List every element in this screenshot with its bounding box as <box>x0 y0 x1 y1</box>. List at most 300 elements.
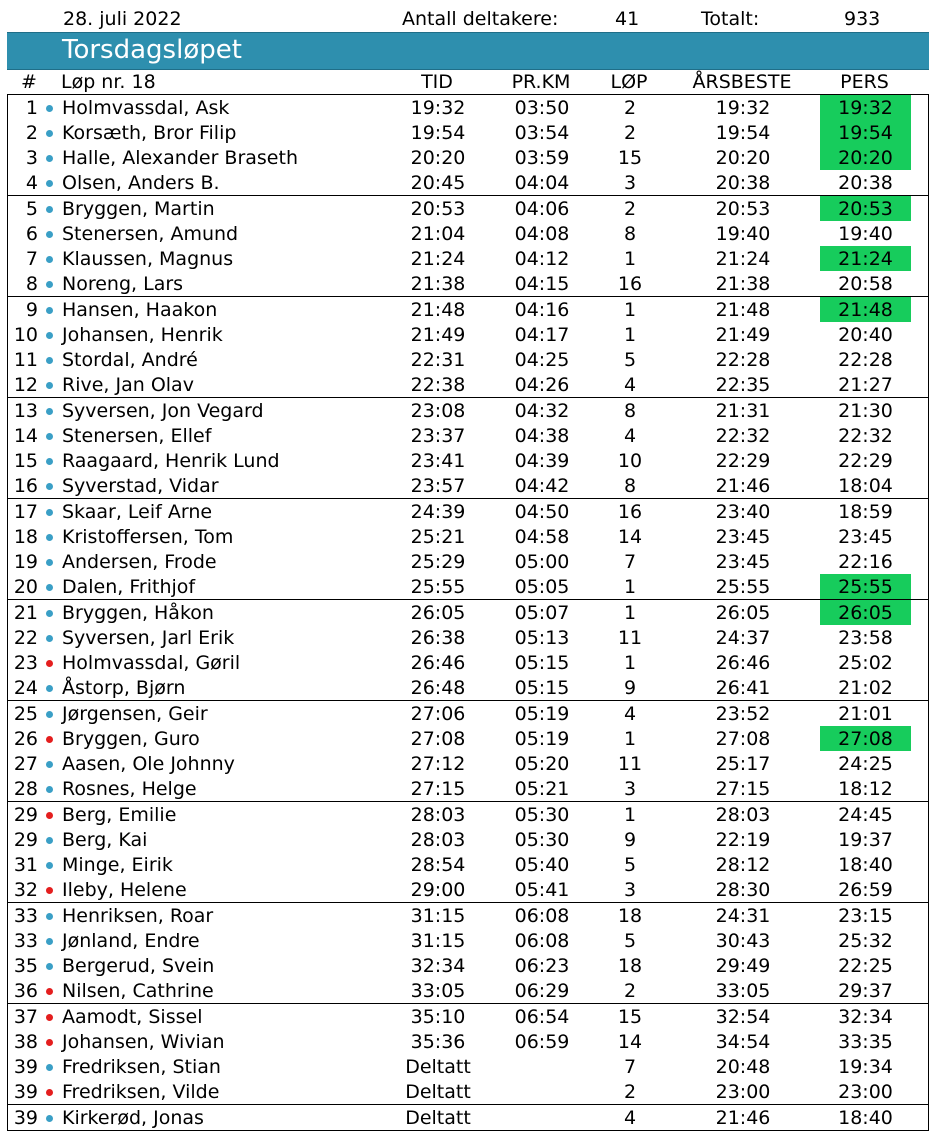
pb-cell: 20:58 <box>838 273 893 295</box>
place-cell: 13 <box>13 400 38 422</box>
name-cell: Rive, Jan Olav <box>62 374 194 396</box>
col-num-header: # <box>21 71 37 93</box>
races-cell: 2 <box>623 97 637 119</box>
races-cell: 14 <box>617 1031 643 1053</box>
results-table <box>7 94 929 1131</box>
table-row <box>8 928 928 953</box>
name-cell: Jønland, Endre <box>62 930 200 952</box>
pb-cell: 18:40 <box>838 1107 893 1129</box>
male-dot-icon <box>46 761 53 768</box>
table-row <box>8 1079 928 1104</box>
pace-cell: 04:26 <box>514 374 570 396</box>
time-cell: 24:39 <box>410 501 466 523</box>
table-row <box>8 1104 928 1130</box>
table-row <box>8 397 928 423</box>
pb-cell: 21:01 <box>838 703 893 725</box>
races-cell: 3 <box>623 172 637 194</box>
year-best-cell: 32:54 <box>715 1006 771 1028</box>
time-cell: 20:45 <box>410 172 466 194</box>
pace-cell: 04:06 <box>514 198 570 220</box>
time-cell: 27:15 <box>410 778 466 800</box>
pb-cell: 22:28 <box>838 349 893 371</box>
male-dot-icon <box>46 382 53 389</box>
place-cell: 24 <box>13 677 38 699</box>
name-cell: Fredriksen, Stian <box>62 1056 221 1078</box>
male-dot-icon <box>46 509 53 516</box>
place-cell: 31 <box>13 854 38 876</box>
year-best-cell: 23:52 <box>715 703 771 725</box>
male-dot-icon <box>46 281 53 288</box>
pace-cell: 04:42 <box>514 475 570 497</box>
pb-cell: 23:15 <box>838 905 893 927</box>
place-cell: 2 <box>25 122 38 144</box>
pb-cell: 19:32 <box>838 97 893 119</box>
time-cell: 21:24 <box>410 248 466 270</box>
male-dot-icon <box>46 837 53 844</box>
year-best-cell: 21:46 <box>715 1107 771 1129</box>
pace-cell: 04:25 <box>514 349 570 371</box>
time-cell: 27:08 <box>410 728 466 750</box>
name-cell: Stenersen, Ellef <box>62 425 212 447</box>
year-best-cell: 21:31 <box>715 400 771 422</box>
races-cell: 8 <box>623 475 637 497</box>
table-row <box>8 852 928 877</box>
year-best-cell: 19:40 <box>715 223 771 245</box>
pb-cell: 20:20 <box>838 147 893 169</box>
place-cell: 5 <box>25 198 38 220</box>
name-cell: Andersen, Frode <box>62 551 217 573</box>
place-cell: 36 <box>13 980 38 1002</box>
races-cell: 2 <box>623 122 637 144</box>
table-row <box>8 574 928 599</box>
table-row <box>8 145 928 170</box>
male-dot-icon <box>46 610 53 617</box>
name-cell: Stenersen, Amund <box>62 223 239 245</box>
male-dot-icon <box>46 711 53 718</box>
table-row <box>8 726 928 751</box>
races-cell: 3 <box>623 879 637 901</box>
pb-cell: 21:27 <box>838 374 893 396</box>
pace-cell: 04:04 <box>514 172 570 194</box>
year-best-cell: 20:20 <box>715 147 771 169</box>
year-best-cell: 19:32 <box>715 97 771 119</box>
time-cell: 28:03 <box>410 804 466 826</box>
male-dot-icon <box>46 483 53 490</box>
time-cell: Deltatt <box>405 1107 471 1129</box>
pace-cell: 05:19 <box>514 703 570 725</box>
table-row <box>8 498 928 524</box>
races-cell: 14 <box>617 526 643 548</box>
name-cell: Kirkerød, Jonas <box>62 1107 204 1129</box>
time-cell: 20:53 <box>410 198 466 220</box>
female-dot-icon <box>46 1014 53 1021</box>
place-cell: 26 <box>13 728 38 750</box>
place-cell: 25 <box>13 703 38 725</box>
races-cell: 16 <box>617 501 643 523</box>
races-cell: 5 <box>623 349 637 371</box>
races-cell: 1 <box>623 804 637 826</box>
time-cell: 21:49 <box>410 324 466 346</box>
year-best-cell: 23:45 <box>715 551 771 573</box>
time-cell: 23:37 <box>410 425 466 447</box>
year-best-cell: 28:12 <box>715 854 771 876</box>
pb-cell: 26:05 <box>838 602 893 624</box>
male-dot-icon <box>46 938 53 945</box>
pace-cell: 05:15 <box>514 652 570 674</box>
place-cell: 15 <box>13 450 38 472</box>
table-row <box>8 473 928 498</box>
year-best-cell: 21:46 <box>715 475 771 497</box>
name-cell: Skaar, Leif Arne <box>62 501 213 523</box>
pb-cell: 23:58 <box>838 627 893 649</box>
year-best-cell: 21:24 <box>715 248 771 270</box>
year-best-cell: 22:32 <box>715 425 771 447</box>
time-cell: 21:04 <box>410 223 466 245</box>
pace-cell: 05:13 <box>514 627 570 649</box>
name-cell: Halle, Alexander Braseth <box>62 147 298 169</box>
place-cell: 23 <box>13 652 38 674</box>
time-cell: 27:12 <box>410 753 466 775</box>
male-dot-icon <box>46 408 53 415</box>
pace-cell: 05:40 <box>514 854 570 876</box>
name-cell: Syversen, Jon Vegard <box>62 400 264 422</box>
name-cell: Bryggen, Martin <box>62 198 215 220</box>
year-best-cell: 23:40 <box>715 501 771 523</box>
year-best-cell: 22:29 <box>715 450 771 472</box>
pb-cell: 19:40 <box>838 223 893 245</box>
pace-cell: 04:15 <box>514 273 570 295</box>
place-cell: 8 <box>25 273 38 295</box>
male-dot-icon <box>46 584 53 591</box>
year-best-cell: 22:28 <box>715 349 771 371</box>
year-best-cell: 26:46 <box>715 652 771 674</box>
pace-cell: 04:39 <box>514 450 570 472</box>
name-cell: Syversen, Jarl Erik <box>62 627 235 649</box>
male-dot-icon <box>46 130 53 137</box>
male-dot-icon <box>46 1115 53 1122</box>
name-cell: Klaussen, Magnus <box>62 248 234 270</box>
races-cell: 9 <box>623 829 637 851</box>
female-dot-icon <box>46 736 53 743</box>
races-cell: 10 <box>617 450 643 472</box>
races-cell: 4 <box>623 425 637 447</box>
male-dot-icon <box>46 1064 53 1071</box>
name-cell: Berg, Kai <box>62 829 148 851</box>
col-pace-header: PR.KM <box>511 71 571 93</box>
pb-cell: 19:37 <box>838 829 893 851</box>
races-cell: 1 <box>623 324 637 346</box>
time-cell: 22:31 <box>410 349 466 371</box>
place-cell: 27 <box>13 753 38 775</box>
table-row <box>8 1029 928 1054</box>
table-row <box>8 372 928 397</box>
name-cell: Jørgensen, Geir <box>62 703 208 725</box>
table-row <box>8 827 928 852</box>
time-cell: 22:38 <box>410 374 466 396</box>
race-date: 28. juli 2022 <box>63 8 182 30</box>
pace-cell: 06:29 <box>514 980 570 1002</box>
pb-cell: 18:40 <box>838 854 893 876</box>
races-cell: 18 <box>617 905 643 927</box>
male-dot-icon <box>46 685 53 692</box>
pb-cell: 20:38 <box>838 172 893 194</box>
male-dot-icon <box>46 433 53 440</box>
table-row <box>8 524 928 549</box>
races-cell: 16 <box>617 273 643 295</box>
pb-cell: 20:53 <box>838 198 893 220</box>
place-cell: 39 <box>13 1081 38 1103</box>
column-header-row <box>7 70 929 94</box>
races-cell: 1 <box>623 576 637 598</box>
male-dot-icon <box>46 155 53 162</box>
place-cell: 12 <box>13 374 38 396</box>
male-dot-icon <box>46 458 53 465</box>
pb-cell: 22:32 <box>838 425 893 447</box>
year-best-cell: 23:00 <box>715 1081 771 1103</box>
col-time-header: TID <box>421 71 453 93</box>
place-cell: 20 <box>13 576 38 598</box>
pb-cell: 21:48 <box>838 299 893 321</box>
name-cell: Fredriksen, Vilde <box>62 1081 220 1103</box>
name-cell: Minge, Eirik <box>62 854 173 876</box>
pace-cell: 05:30 <box>514 829 570 851</box>
total-count: 933 <box>844 8 881 30</box>
year-best-cell: 22:35 <box>715 374 771 396</box>
table-row <box>8 322 928 347</box>
name-cell: Syverstad, Vidar <box>62 475 219 497</box>
place-cell: 6 <box>25 223 38 245</box>
year-best-cell: 29:49 <box>715 955 771 977</box>
pace-cell: 05:07 <box>514 602 570 624</box>
time-cell: 35:36 <box>410 1031 466 1053</box>
races-cell: 1 <box>623 248 637 270</box>
name-cell: Bryggen, Håkon <box>62 602 214 624</box>
time-cell: 28:03 <box>410 829 466 851</box>
races-cell: 1 <box>623 652 637 674</box>
name-cell: Raagaard, Henrik Lund <box>62 450 280 472</box>
place-cell: 11 <box>13 349 38 371</box>
races-cell: 4 <box>623 374 637 396</box>
name-cell: Åstorp, Bjørn <box>62 677 186 699</box>
name-cell: Bergerud, Svein <box>62 955 215 977</box>
pb-cell: 22:29 <box>838 450 893 472</box>
time-cell: 35:10 <box>410 1006 466 1028</box>
name-cell: Bryggen, Guro <box>62 728 200 750</box>
place-cell: 38 <box>13 1031 38 1053</box>
races-cell: 2 <box>623 980 637 1002</box>
place-cell: 32 <box>13 879 38 901</box>
male-dot-icon <box>46 105 53 112</box>
year-best-cell: 34:54 <box>715 1031 771 1053</box>
place-cell: 21 <box>13 602 38 624</box>
year-best-cell: 24:37 <box>715 627 771 649</box>
time-cell: 19:32 <box>410 97 466 119</box>
table-row <box>8 978 928 1003</box>
year-best-cell: 20:48 <box>715 1056 771 1078</box>
place-cell: 28 <box>13 778 38 800</box>
participants-label: Antall deltakere: <box>402 8 559 30</box>
time-cell: 33:05 <box>410 980 466 1002</box>
place-cell: 29 <box>13 804 38 826</box>
pace-cell: 03:50 <box>514 97 570 119</box>
time-cell: 21:48 <box>410 299 466 321</box>
year-best-cell: 22:19 <box>715 829 771 851</box>
results-sheet <box>7 0 929 1131</box>
year-best-cell: 28:03 <box>715 804 771 826</box>
name-cell: Holmvassdal, Gøril <box>62 652 241 674</box>
pb-cell: 25:02 <box>838 652 893 674</box>
year-best-cell: 33:05 <box>715 980 771 1002</box>
pace-cell: 03:59 <box>514 147 570 169</box>
female-dot-icon <box>46 660 53 667</box>
time-cell: 27:06 <box>410 703 466 725</box>
table-row <box>8 246 928 271</box>
table-row <box>8 1054 928 1079</box>
time-cell: 25:21 <box>410 526 466 548</box>
time-cell: 29:00 <box>410 879 466 901</box>
pb-cell: 33:35 <box>838 1031 893 1053</box>
races-cell: 2 <box>623 198 637 220</box>
table-row <box>8 625 928 650</box>
races-cell: 7 <box>623 1056 637 1078</box>
year-best-cell: 27:08 <box>715 728 771 750</box>
races-cell: 1 <box>623 602 637 624</box>
pb-cell: 21:30 <box>838 400 893 422</box>
name-cell: Berg, Emilie <box>62 804 177 826</box>
pace-cell: 05:41 <box>514 879 570 901</box>
table-row <box>8 801 928 827</box>
col-race-header: Løp nr. 18 <box>61 71 156 93</box>
races-cell: 11 <box>617 627 643 649</box>
table-row <box>8 195 928 221</box>
place-cell: 14 <box>13 425 38 447</box>
female-dot-icon <box>46 988 53 995</box>
time-cell: 26:38 <box>410 627 466 649</box>
table-row <box>8 221 928 246</box>
races-cell: 4 <box>623 703 637 725</box>
male-dot-icon <box>46 231 53 238</box>
pace-cell: 05:21 <box>514 778 570 800</box>
time-cell: 28:54 <box>410 854 466 876</box>
pb-cell: 23:45 <box>838 526 893 548</box>
place-cell: 3 <box>25 147 38 169</box>
place-cell: 35 <box>13 955 38 977</box>
male-dot-icon <box>46 206 53 213</box>
name-cell: Dalen, Frithjof <box>62 576 196 598</box>
male-dot-icon <box>46 332 53 339</box>
year-best-cell: 24:31 <box>715 905 771 927</box>
name-cell: Korsæth, Bror Filip <box>62 122 237 144</box>
name-cell: Olsen, Anders B. <box>62 172 220 194</box>
name-cell: Noreng, Lars <box>62 273 184 295</box>
pb-cell: 18:12 <box>838 778 893 800</box>
table-row <box>8 650 928 675</box>
pace-cell: 05:30 <box>514 804 570 826</box>
table-row <box>8 347 928 372</box>
time-cell: 26:46 <box>410 652 466 674</box>
place-cell: 19 <box>13 551 38 573</box>
year-best-cell: 20:38 <box>715 172 771 194</box>
name-cell: Stordal, André <box>62 349 198 371</box>
male-dot-icon <box>46 559 53 566</box>
year-best-cell: 23:45 <box>715 526 771 548</box>
pb-cell: 24:25 <box>838 753 893 775</box>
female-dot-icon <box>46 1039 53 1046</box>
male-dot-icon <box>46 357 53 364</box>
year-best-cell: 21:49 <box>715 324 771 346</box>
time-cell: 23:57 <box>410 475 466 497</box>
table-row <box>8 549 928 574</box>
place-cell: 7 <box>25 248 38 270</box>
place-cell: 18 <box>13 526 38 548</box>
name-cell: Henriksen, Roar <box>62 905 214 927</box>
place-cell: 9 <box>25 299 38 321</box>
races-cell: 8 <box>623 400 637 422</box>
pb-cell: 21:02 <box>838 677 893 699</box>
pb-cell: 21:24 <box>838 248 893 270</box>
year-best-cell: 28:30 <box>715 879 771 901</box>
year-best-cell: 30:43 <box>715 930 771 952</box>
time-cell: 20:20 <box>410 147 466 169</box>
table-row <box>8 902 928 928</box>
table-row <box>8 599 928 625</box>
place-cell: 33 <box>13 930 38 952</box>
table-row <box>8 170 928 195</box>
place-cell: 16 <box>13 475 38 497</box>
pace-cell: 05:15 <box>514 677 570 699</box>
male-dot-icon <box>46 862 53 869</box>
pb-cell: 19:54 <box>838 122 893 144</box>
table-row <box>8 95 928 120</box>
pb-cell: 18:59 <box>838 501 893 523</box>
name-cell: Hansen, Haakon <box>62 299 218 321</box>
table-row <box>8 1003 928 1029</box>
races-cell: 5 <box>623 930 637 952</box>
time-cell: 26:48 <box>410 677 466 699</box>
table-row <box>8 271 928 296</box>
place-cell: 22 <box>13 627 38 649</box>
year-best-cell: 26:41 <box>715 677 771 699</box>
pace-cell: 05:05 <box>514 576 570 598</box>
pb-cell: 22:16 <box>838 551 893 573</box>
table-row <box>8 675 928 700</box>
races-cell: 5 <box>623 854 637 876</box>
races-cell: 18 <box>617 955 643 977</box>
pace-cell: 04:32 <box>514 400 570 422</box>
races-cell: 15 <box>617 147 643 169</box>
pb-cell: 32:34 <box>838 1006 893 1028</box>
races-cell: 15 <box>617 1006 643 1028</box>
pace-cell: 04:08 <box>514 223 570 245</box>
pb-cell: 18:04 <box>838 475 893 497</box>
name-cell: Johansen, Henrik <box>62 324 223 346</box>
races-cell: 2 <box>623 1081 637 1103</box>
pace-cell: 05:20 <box>514 753 570 775</box>
time-cell: 31:15 <box>410 905 466 927</box>
place-cell: 4 <box>25 172 38 194</box>
page-title: Torsdagsløpet <box>62 35 242 65</box>
col-year-best-header: ÅRSBESTE <box>692 71 792 93</box>
name-cell: Nilsen, Cathrine <box>62 980 214 1002</box>
place-cell: 39 <box>13 1056 38 1078</box>
table-row <box>8 296 928 322</box>
male-dot-icon <box>46 786 53 793</box>
races-cell: 8 <box>623 223 637 245</box>
name-cell: Holmvassdal, Ask <box>62 97 230 119</box>
name-cell: Kristoffersen, Tom <box>62 526 234 548</box>
pb-cell: 25:55 <box>838 576 893 598</box>
pace-cell: 04:38 <box>514 425 570 447</box>
